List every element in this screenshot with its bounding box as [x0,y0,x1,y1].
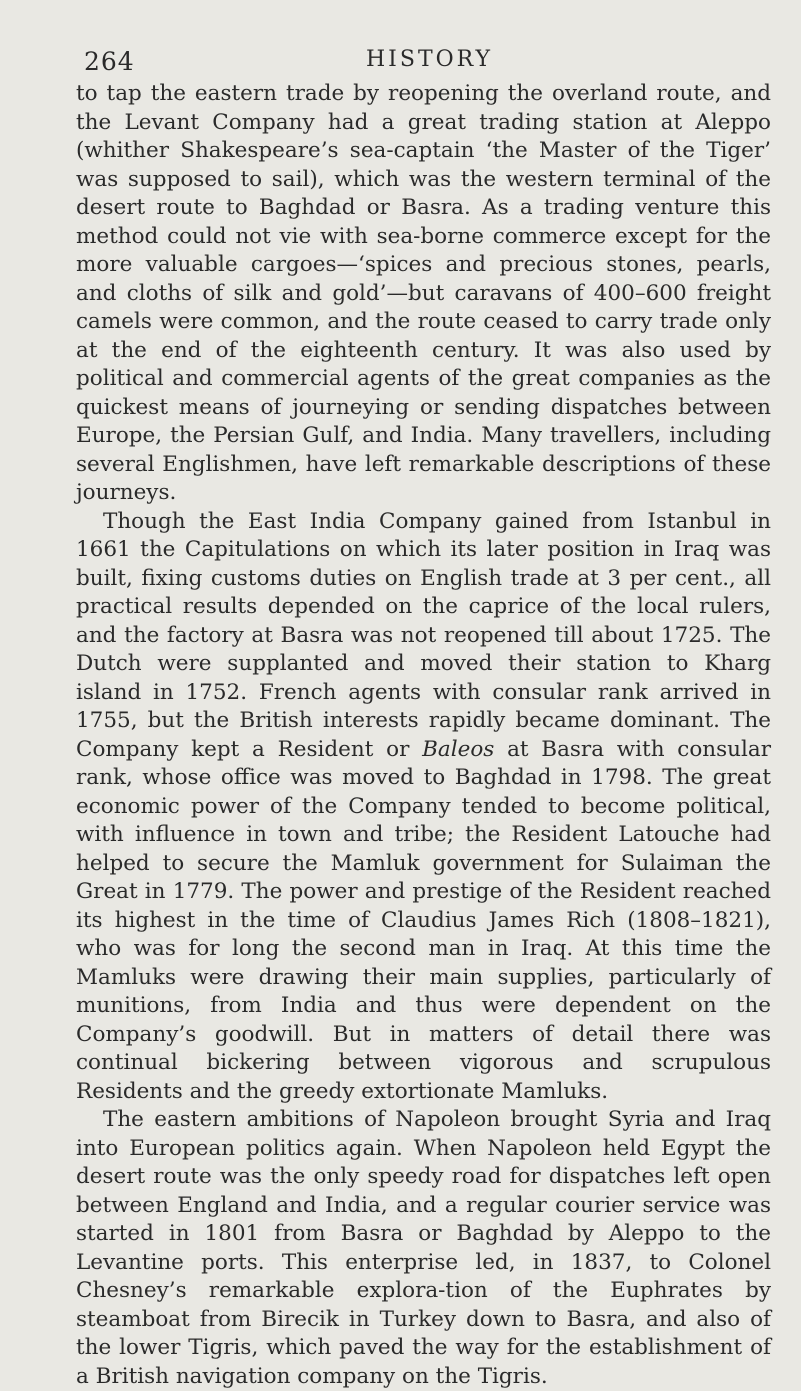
page-number: 264 [84,47,135,76]
paragraph-3: The eastern ambitions of Napoleon brought Syria and Iraq into European politics again. When Napoleon held Egypt the desert route was the only speedy road for dispatches left open between England and India, and a regular courier service was started in 1801 from Basra or Baghdad by Aleppo to the Levantine ports. This enterprise led, in 1837, to Colonel Chesney’s remarkable explora-tion of the Euphrates by steamboat from Birecik in Turkey down to Basra, and also of the lower Tigris, which paved the way for the establishment of a British navigation company on the Tigris. [76,1107,771,1389]
paragraph-2 [76,508,771,1107]
paragraph-1: to tap the eastern trade by reopening the overland route, and the Levant Company had a great trading station at Aleppo (whither Shakespeare’s sea-captain ‘the Master of the Tiger’ was supposed to sail), which was the western terminal of the desert route to Baghdad or Basra. As a trading venture this method could not vie with sea-borne commerce except for the more valuable cargoes—‘spices and precious stones, pearls, and cloths of silk and gold’—but caravans of 400–600 freight camels were common, and the route ceased to carry trade only at the end of the eighteenth century. It was also used by political and commercial agents of the great companies as the quickest means of journeying or sending dispatches between Europe, the Persian Gulf, and India. Many travellers, including several Englishmen, have left remarkable descriptions of these journeys. [76,81,771,505]
italic-term-baleos: Baleos [422,736,495,762]
body-text [76,80,771,1391]
running-head [76,40,771,80]
running-title: HISTORY [366,47,494,72]
paragraph-2-part-1: Though the East India Company gained from Istanbul in 1661 the Capitulations on which its later position in Iraq was built, fixing customs duties on English trade at 3 per cent., all practical results depended on the caprice of the local rulers, and the factory at Basra was not reopened till about 1725. The Dutch were supplanted and moved their station to Kharg island in 1752. French agents with consular rank arrived in 1755, but the British interests rapidly became dominant. The Company kept a Resident or [76,508,771,762]
paragraph-2-part-2: at Basra with consular rank, whose office was moved to Baghdad in 1798. The great economic power of the Company tended to become political, with influence in town and tribe; the Resident Latouche had helped to secure the Mamluk government for Sulaiman the Great in 1779. The power and prestige of the Resident reached its highest in the time of Claudius James Rich (1808–1821), who was for long the second man in Iraq. At this time the Mamluks were drawing their main supplies, particularly of munitions, from India and thus were dependent on the Company’s goodwill. But in matters of detail there was continual bickering between vigorous and scrupulous Residents and the greedy extortionate Mamluks. [76,736,771,1104]
